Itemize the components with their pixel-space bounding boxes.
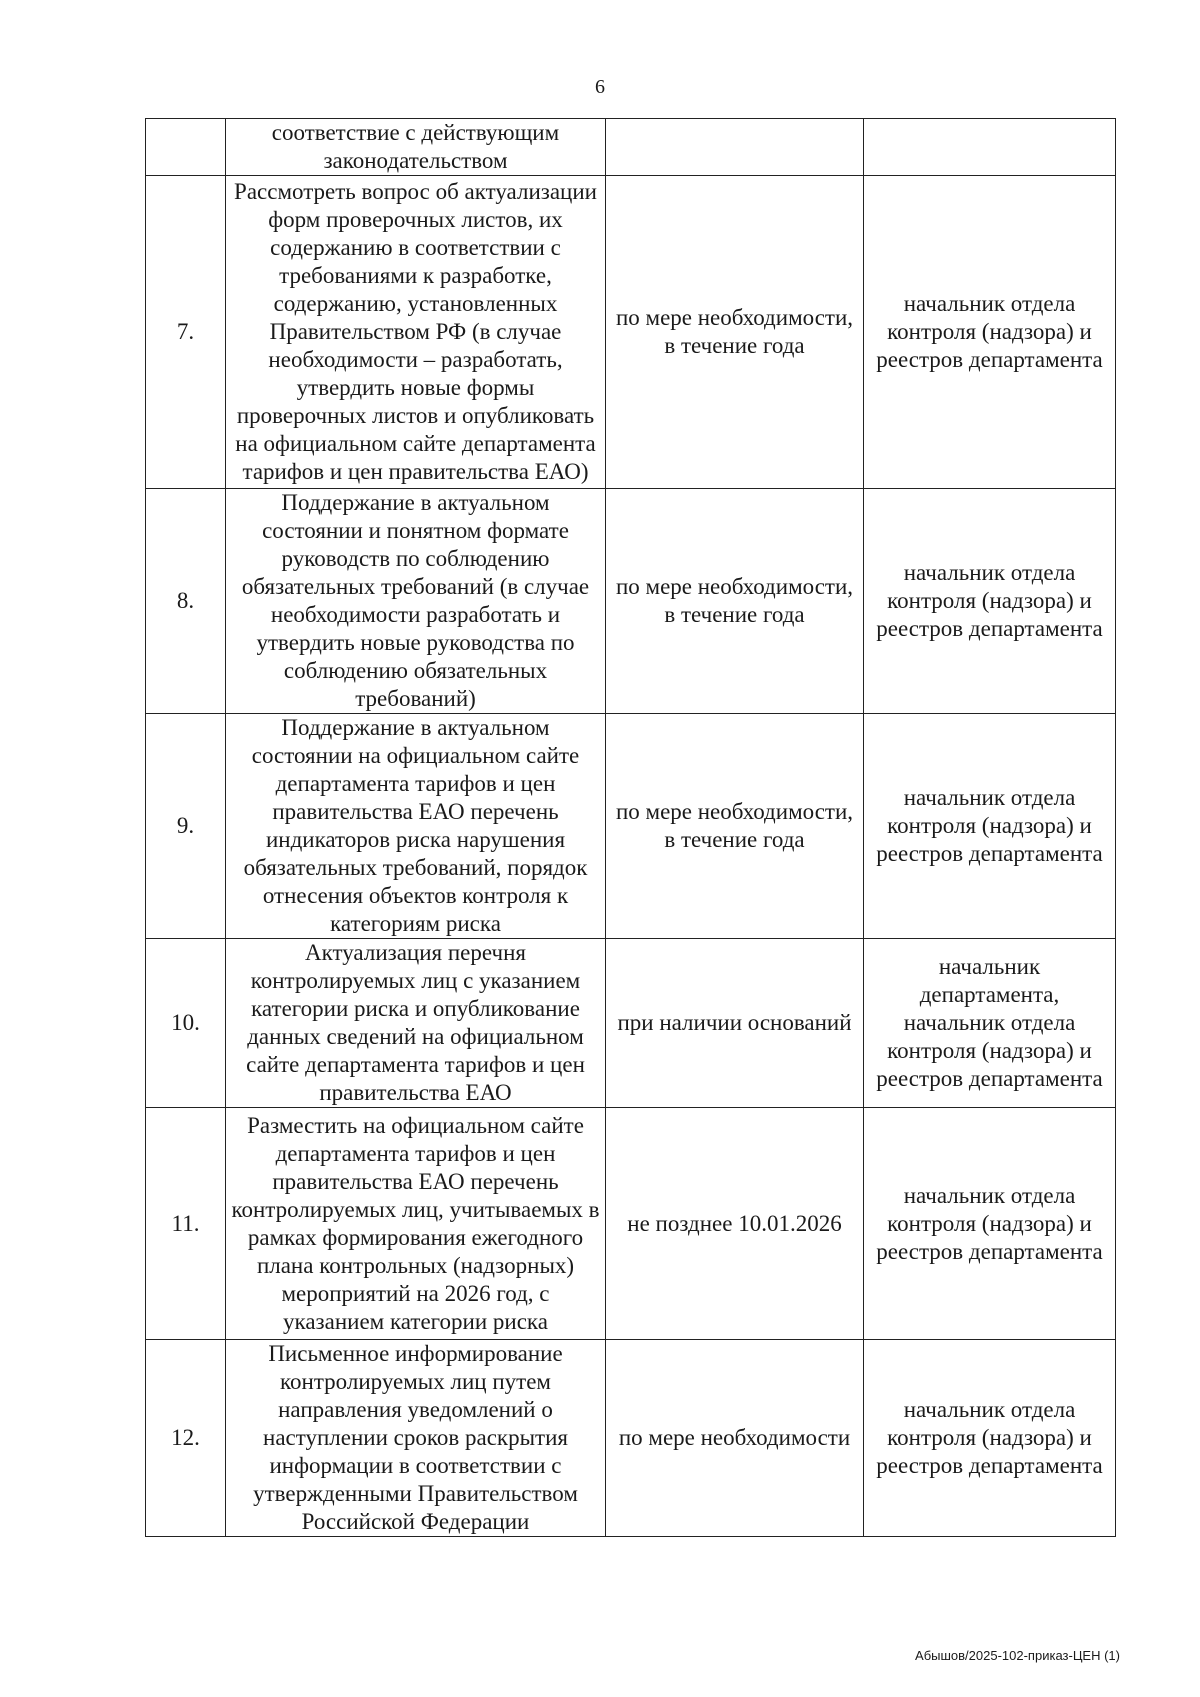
term-cell: при наличии оснований — [606, 939, 864, 1108]
responsible-cell: начальник отдела контроля (надзора) и реестров департамента — [864, 176, 1116, 489]
responsible-cell: начальник отдела контроля (надзора) и реестров департамента — [864, 714, 1116, 939]
row-number: 8. — [146, 489, 226, 714]
term-cell: по мере необходимости, в течение года — [606, 489, 864, 714]
term-cell: не позднее 10.01.2026 — [606, 1108, 864, 1340]
row-number: 10. — [146, 939, 226, 1108]
action-plan-table — [145, 118, 1116, 1537]
action-cell: Рассмотреть вопрос об актуализации форм проверочных листов, их содержанию в соответствии с требованиями к разработке, содержанию, установленных Правительством РФ (в случае необходимости – разработать, утвердить новые формы проверочных листов и опубликовать на официальном сайте департамента тарифов и цен правительства ЕАО) — [226, 176, 606, 489]
term-cell: по мере необходимости — [606, 1340, 864, 1537]
table-row — [146, 1340, 1116, 1537]
row-number: 9. — [146, 714, 226, 939]
action-cell: Поддержание в актуальном состоянии на официальном сайте департамента тарифов и цен правительства ЕАО перечень индикаторов риска нарушения обязательных требований, порядок отнесения объектов контроля к категориям риска — [226, 714, 606, 939]
responsible-cell: начальник отдела контроля (надзора) и реестров департамента — [864, 489, 1116, 714]
document-reference: Абышов/2025-102-приказ-ЦЕН (1) — [915, 1648, 1120, 1663]
table-row — [146, 119, 1116, 176]
page-number: 6 — [595, 76, 605, 98]
row-number: 7. — [146, 176, 226, 489]
responsible-cell: начальник департамента, начальник отдела контроля (надзора) и реестров департамента — [864, 939, 1116, 1108]
table-row — [146, 714, 1116, 939]
table-row — [146, 176, 1116, 489]
term-cell: по мере необходимости, в течение года — [606, 714, 864, 939]
responsible-cell: начальник отдела контроля (надзора) и реестров департамента — [864, 1340, 1116, 1537]
table-row — [146, 939, 1116, 1108]
term-cell: по мере необходимости, в течение года — [606, 176, 864, 489]
responsible-cell — [864, 119, 1116, 176]
table-row — [146, 489, 1116, 714]
action-cell: Разместить на официальном сайте департамента тарифов и цен правительства ЕАО перечень контролируемых лиц, учитываемых в рамках формирования ежегодного плана контрольных (надзорных) мероприятий на 2026 год, с указанием категории риска — [226, 1108, 606, 1340]
action-cell: Поддержание в актуальном состоянии и понятном формате руководств по соблюдению обязательных требований (в случае необходимости разработать и утвердить новые руководства по соблюдению обязательных требований) — [226, 489, 606, 714]
action-cell: Актуализация перечня контролируемых лиц с указанием категории риска и опубликование данных сведений на официальном сайте департамента тарифов и цен правительства ЕАО — [226, 939, 606, 1108]
action-cell: Письменное информирование контролируемых лиц путем направления уведомлений о наступлении сроков раскрытия информации в соответствии с утвержденными Правительством Российской Федерации — [226, 1340, 606, 1537]
row-number — [146, 119, 226, 176]
responsible-cell: начальник отдела контроля (надзора) и реестров департамента — [864, 1108, 1116, 1340]
action-cell: соответствие с действующим законодательством — [226, 119, 606, 176]
row-number: 11. — [146, 1108, 226, 1340]
row-number: 12. — [146, 1340, 226, 1537]
term-cell — [606, 119, 864, 176]
table-row — [146, 1108, 1116, 1340]
